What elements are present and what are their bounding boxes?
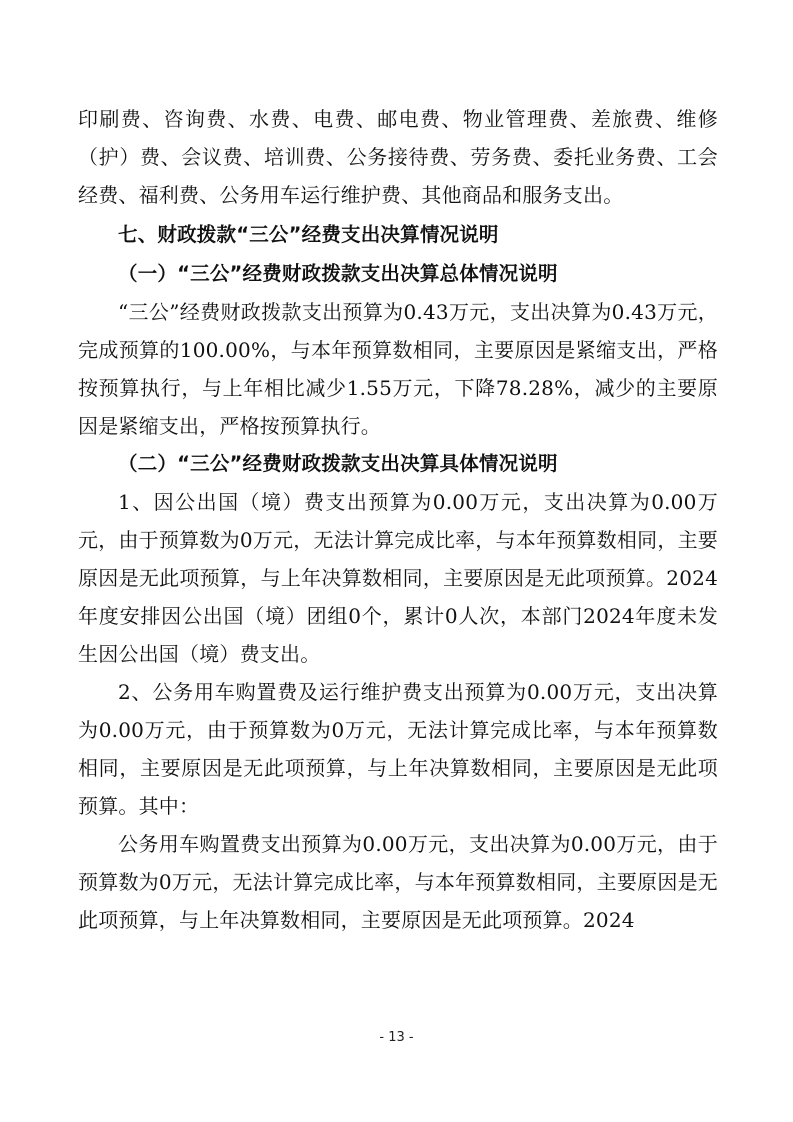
page-number: - 13 - — [379, 1030, 414, 1045]
paragraph-expense-list: 印刷费、咨询费、水费、电费、邮电费、物业管理费、差旅费、维修（护）费、会议费、培训费、公务接待费、劳务费、委托业务费、工会经费、福利费、公务用车运行维护费、其他商品和服务支出。 — [78, 107, 718, 207]
paragraph-overseas-travel: 1、因公出国（境）费支出预算为0.00万元，支出决算为0.00万元，由于预算数为0万元，无法计算完成比率，与本年预算数相同，主要原因是无此项预算，与上年决算数相同，主要原因是无此项预算。2024年度安排因公出国（境）团组0个，累计0人次，本部门2024年度未发生因公出国（境）费支出。 — [78, 490, 718, 666]
subsection-heading-overall: （一）“三公”经费财政拨款支出决算总体情况说明 — [118, 262, 558, 285]
paragraph-overall-description: “三公”经费财政拨款支出预算为0.43万元，支出决算为0.43万元，完成预算的100.00%，与本年预算数相同，主要原因是紧缩支出，严格按预算执行，与上年相比减少1.55万元，下降78.28%，减少的主要原因是紧缩支出，严格按预算执行。 — [78, 300, 718, 438]
section-heading-seven: 七、财政拨款“三公”经费支出决算情况说明 — [118, 223, 499, 246]
paragraph-vehicle-purchase: 公务用车购置费支出预算为0.00万元，支出决算为0.00万元，由于预算数为0万元，无法计算完成比率，与本年预算数相同，主要原因是无此项预算，与上年决算数相同，主要原因是无此项预算。2024 — [78, 832, 718, 932]
paragraph-official-vehicles: 2、公务用车购置费及运行维护费支出预算为0.00万元，支出决算为0.00万元，由于预算数为0万元，无法计算完成比率，与本年预算数相同，主要原因是无此项预算，与上年决算数相同，主要原因是无此项预算。其中： — [78, 680, 718, 818]
document-body — [78, 100, 718, 939]
subsection-heading-details: （二）“三公”经费财政拨款支出决算具体情况说明 — [118, 452, 558, 475]
